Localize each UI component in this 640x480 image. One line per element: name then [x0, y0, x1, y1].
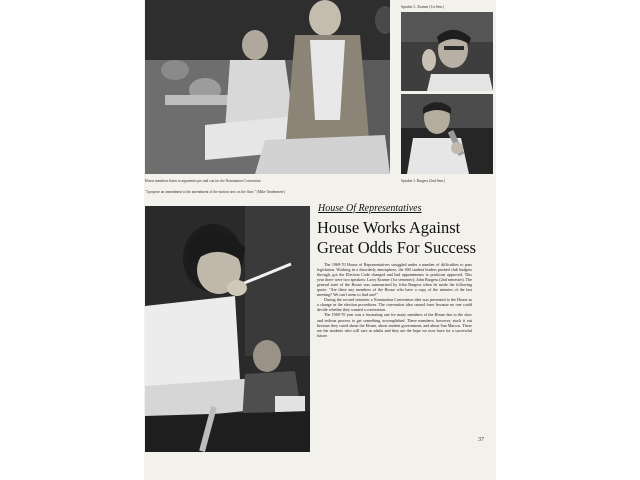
photo-speaker-kramer — [401, 12, 493, 91]
article-paragraph: The 1969-70 year was a frustrating one for many members of the House due to the slow and tedious process to get something accomplished. These members, however, stuck it out because they cared about the House, about student government, and about San Marcos. These are the students who will care as adults and they are the hope we now have for a successful future. — [317, 312, 472, 338]
photo-speaker-burgess — [401, 94, 493, 174]
photo-house-members — [145, 0, 390, 174]
article-paragraph: The 1969-70 House of Representatives struggled under a number of difficulties to pass legislation. Working in a disorderly atmosphere, the SM student leaders pushed club budgets through, got the Election Code changed and had appointments to positions approved. This year there were two speakers: Larry Kramer (1st semester); John Burgess (2nd semester). The general state of the House was summarized by John Burgess when he made the following quote: "Are there any members of the House who have a copy of the minutes of the last meeting? We can't seem to find one!" — [317, 262, 472, 298]
article-paragraph: During the second semester a Nomination Convention idea was presented to the House as a change in the election procedures. The convention idea caused furor because no one could decide whether they wanted a convention. — [317, 297, 472, 313]
section-title: House Of Representatives — [318, 203, 422, 214]
headline: House Works Against Great Odds For Success — [317, 218, 477, 257]
caption-amendment-quote: "I propose an amendment to the amendment of the motion now on the floor." (Mike Vandermeer) — [145, 190, 285, 194]
caption-house-members: House members listen to arguments pro and con for the Nomination Convention. — [145, 179, 262, 183]
caption-speaker-kramer: Speaker L. Kramer (1st Sem.) — [401, 5, 445, 9]
article-body — [317, 262, 472, 338]
photo-student-pencil — [145, 206, 310, 452]
caption-speaker-burgess: Speaker J. Burgess (2nd Sem.) — [401, 179, 446, 183]
page-number: 37 — [478, 437, 484, 443]
